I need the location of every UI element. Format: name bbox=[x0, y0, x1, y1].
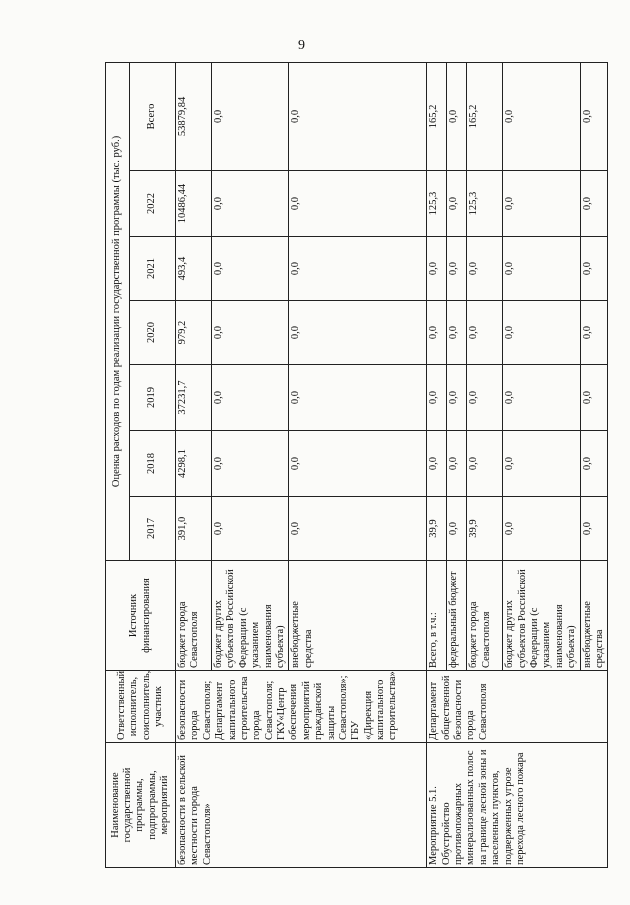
value-cell: 0,0 bbox=[427, 301, 447, 365]
value-cell: 0,0 bbox=[467, 237, 503, 301]
value-cell: 0,0 bbox=[580, 431, 608, 497]
value-cell: 0,0 bbox=[467, 365, 503, 431]
value-cell: 0,0 bbox=[289, 301, 427, 365]
value-cell: 0,0 bbox=[580, 497, 608, 561]
table-row bbox=[427, 62, 447, 867]
header-year: 2021 bbox=[130, 237, 176, 301]
value-cell: 0,0 bbox=[212, 237, 289, 301]
executor-cell: безопасности города Севастополя; Департамент капитального строительства города Севастополя; ГКУ«Центр обеспечения мероприятий гражданской защиты Севастополя»; ГБУ «Дирекция капитального строительства» bbox=[176, 671, 427, 743]
value-cell: 0,0 bbox=[289, 365, 427, 431]
value-cell: 0,0 bbox=[467, 431, 503, 497]
value-cell: 0,0 bbox=[580, 171, 608, 237]
value-cell: 0,0 bbox=[289, 171, 427, 237]
source-cell: внебюджетные средства bbox=[289, 561, 427, 671]
value-cell: 0,0 bbox=[427, 237, 447, 301]
value-cell: 0,0 bbox=[580, 301, 608, 365]
executor-cell: Департамент общественной безопасности города Севастополя bbox=[427, 671, 608, 743]
value-cell: 0,0 bbox=[503, 497, 580, 561]
source-cell: бюджет других субъектов Российской Федерации (с указанием наименования субъекта) bbox=[212, 561, 289, 671]
value-cell: 0,0 bbox=[447, 497, 467, 561]
value-cell: 0,0 bbox=[212, 431, 289, 497]
header-year: 2019 bbox=[130, 365, 176, 431]
header-total: Всего bbox=[130, 62, 176, 170]
value-cell: 0,0 bbox=[447, 171, 467, 237]
header-executor: Ответственный исполнитель, соисполнитель, участник bbox=[106, 671, 176, 743]
total-cell: 0,0 bbox=[447, 62, 467, 170]
value-cell: 0,0 bbox=[503, 301, 580, 365]
source-cell: Всего, в т.ч.: bbox=[427, 561, 447, 671]
source-cell: бюджет других субъектов Российской Федерации (с указанием наименования субъекта) bbox=[503, 561, 580, 671]
source-cell: бюджет города Севастополя bbox=[467, 561, 503, 671]
value-cell: 0,0 bbox=[289, 497, 427, 561]
value-cell: 125,3 bbox=[467, 171, 503, 237]
value-cell: 0,0 bbox=[447, 301, 467, 365]
source-cell: федеральный бюджет bbox=[447, 561, 467, 671]
rotated-table-container bbox=[105, 63, 605, 868]
budget-table bbox=[105, 62, 608, 868]
header-estimate: Оценка расходов по годам реализации государственной программы (тыс. руб.) bbox=[106, 62, 130, 560]
page-number: 9 bbox=[298, 38, 305, 53]
table-row bbox=[176, 62, 212, 867]
value-cell: 0,0 bbox=[427, 431, 447, 497]
value-cell: 391,0 bbox=[176, 497, 212, 561]
value-cell: 0,0 bbox=[447, 237, 467, 301]
value-cell: 39,9 bbox=[427, 497, 447, 561]
value-cell: 0,0 bbox=[447, 365, 467, 431]
value-cell: 0,0 bbox=[580, 237, 608, 301]
value-cell: 0,0 bbox=[212, 301, 289, 365]
value-cell: 0,0 bbox=[503, 365, 580, 431]
value-cell: 0,0 bbox=[503, 237, 580, 301]
source-cell: внебюджетные средства bbox=[580, 561, 608, 671]
header-name: Наименование государственной программы, подпрограммы, мероприятий bbox=[106, 743, 176, 868]
total-cell: 165,2 bbox=[427, 62, 447, 170]
value-cell: 0,0 bbox=[289, 237, 427, 301]
value-cell: 0,0 bbox=[212, 171, 289, 237]
value-cell: 0,0 bbox=[580, 365, 608, 431]
value-cell: 0,0 bbox=[503, 171, 580, 237]
header-year: 2017 bbox=[130, 497, 176, 561]
header-source: Источник финансирования bbox=[106, 561, 176, 671]
value-cell: 0,0 bbox=[289, 431, 427, 497]
value-cell: 0,0 bbox=[447, 431, 467, 497]
value-cell: 0,0 bbox=[427, 365, 447, 431]
value-cell: 0,0 bbox=[467, 301, 503, 365]
program-name-cell: безопасности в сельской местности города Севастополя» bbox=[176, 743, 427, 868]
total-cell: 165,2 bbox=[467, 62, 503, 170]
source-cell: бюджет города Севастополя bbox=[176, 561, 212, 671]
value-cell: 0,0 bbox=[503, 431, 580, 497]
total-cell: 0,0 bbox=[503, 62, 580, 170]
value-cell: 125,3 bbox=[427, 171, 447, 237]
total-cell: 0,0 bbox=[212, 62, 289, 170]
header-year: 2020 bbox=[130, 301, 176, 365]
measure-name-cell: Мероприятие 5.1. Обустройство противопожарных минерализованных полос на границе лесной зоны и населенных пунктов, подверженных угрозе перехода лесного пожара bbox=[427, 743, 608, 868]
header-year: 2018 bbox=[130, 431, 176, 497]
value-cell: 37231,7 bbox=[176, 365, 212, 431]
header-year: 2022 bbox=[130, 171, 176, 237]
value-cell: 493,4 bbox=[176, 237, 212, 301]
value-cell: 4298,1 bbox=[176, 431, 212, 497]
value-cell: 10486,44 bbox=[176, 171, 212, 237]
value-cell: 979,2 bbox=[176, 301, 212, 365]
value-cell: 0,0 bbox=[212, 497, 289, 561]
total-cell: 0,0 bbox=[580, 62, 608, 170]
total-cell: 0,0 bbox=[289, 62, 427, 170]
total-cell: 53879,84 bbox=[176, 62, 212, 170]
value-cell: 39,9 bbox=[467, 497, 503, 561]
value-cell: 0,0 bbox=[212, 365, 289, 431]
